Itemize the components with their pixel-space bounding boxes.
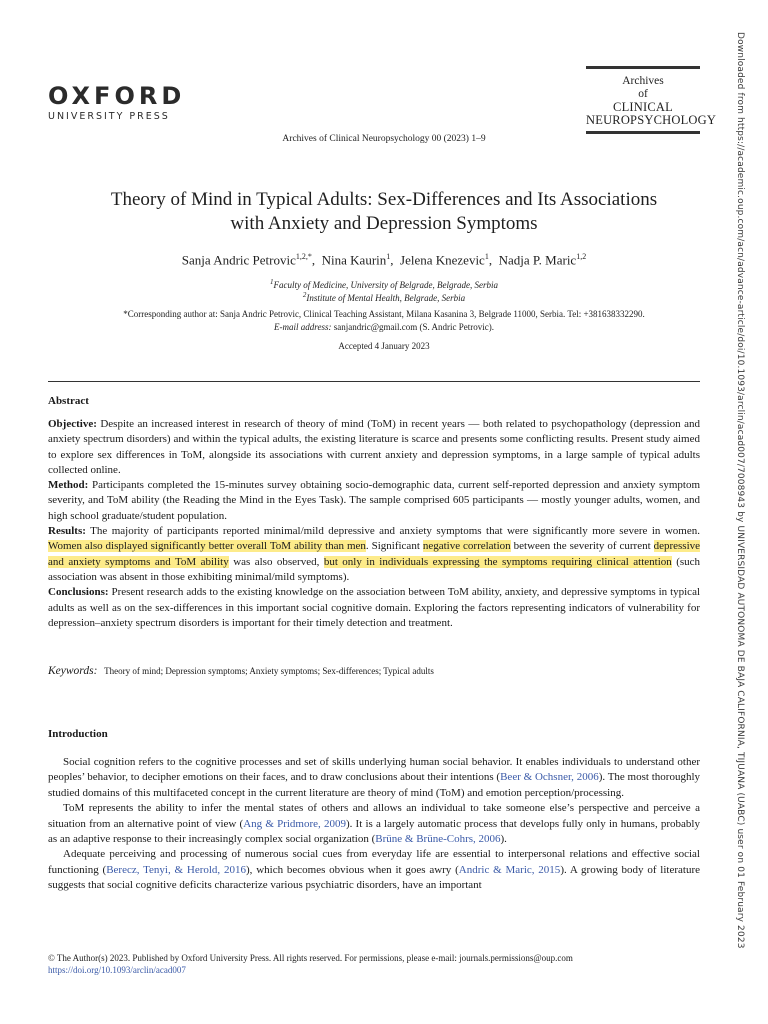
corresponding-author: *Corresponding author at: Sanja Andric Petrovic, Clinical Teaching Assistant, Milana Kasanina 3, Belgrade 11000, Serbia. Tel: +381638332290.: [123, 309, 645, 319]
citation-link[interactable]: Beer & Ochsner, 2006: [500, 771, 599, 784]
results-text: . Significant: [365, 540, 420, 553]
paragraph: [48, 847, 700, 893]
journal-logo-line: NEUROPSYCHOLOGY: [586, 113, 717, 127]
keywords: [48, 665, 434, 677]
affiliation-text: Institute of Mental Health, Belgrade, Serbia: [306, 293, 466, 303]
article-title-line: Theory of Mind in Typical Adults: Sex-Differences and Its Associations: [110, 189, 658, 210]
email-label: E-mail address:: [274, 322, 332, 332]
results-text: (such association was absent in those exhibiting minimal/mild symptoms).: [48, 555, 701, 583]
conclusions-label: Conclusions:: [48, 586, 109, 599]
affiliation-number: 2: [302, 291, 307, 299]
paragraph-text: Social cognition refers to the cognitive processes and set of skills underlying human social behavior. It enables individuals to understand other peoples’ behavior, to decipher emotions on their faces, and to draw conclusions about their intentions (: [48, 756, 700, 784]
paragraph-text: ).: [500, 833, 507, 846]
author-affiliation-mark: 1,2,*: [295, 252, 312, 261]
introduction-body: [48, 755, 700, 894]
author-affiliation-mark: 1: [484, 252, 489, 261]
abstract-objective: [48, 417, 700, 478]
paragraph-text: ), which becomes obvious when it goes awry (: [245, 863, 459, 876]
accepted-date: Accepted 4 January 2023: [338, 341, 430, 351]
journal-logo-line: CLINICAL: [613, 100, 673, 114]
article-title: [40, 188, 728, 236]
paragraph-text: ToM represents the ability to infer the mental states of others and allows an individual to take someone else’s perspective and perceive a situation from an alternative point of view (: [48, 802, 700, 830]
paragraph: [48, 755, 700, 801]
publisher-subtitle: UNIVERSITY PRESS: [48, 111, 170, 122]
method-label: Method:: [48, 479, 89, 492]
citation-link[interactable]: Ang & Pridmore, 2009: [243, 817, 346, 830]
journal-logo: [586, 66, 717, 134]
abstract-conclusions: [48, 585, 700, 631]
results-text: was also observed,: [233, 555, 320, 568]
publisher-name: OXFORD: [48, 82, 186, 110]
highlighted-text[interactable]: negative correlation: [422, 540, 511, 553]
introduction-heading: Introduction: [48, 728, 108, 740]
doi-link[interactable]: https://doi.org/10.1093/arclin/acad007: [48, 965, 186, 975]
highlighted-text[interactable]: depressive and anxiety symptoms and ToM ability: [48, 540, 701, 568]
objective-text: Despite an increased interest in research of theory of mind (ToM) in recent years — both related to psychopathology (depression and anxiety spectrum disorders) and within the typical adults, the existing literature is scarce and presents some conflicting results. Present study aimed to explore sex differences in ToM, alongside its associations with current anxiety and depression symptoms, in a large sample of typical adults collected online.: [48, 418, 700, 476]
section-divider: [48, 381, 700, 382]
email-value: sanjandric@gmail.com (S. Andric Petrovic).: [333, 322, 494, 332]
author-list: Sanja Andric Petrovic$^{1,2,*}$, Nina Kaurin$^1$, Jelena Knezevic$^1$, Nadja P. Maric$^{1,2}$: [181, 252, 587, 268]
method-text: Participants completed the 15-minutes survey obtaining socio-demographic data, current self-reported depression and anxiety symptom severity, and ToM ability (the Reading the Mind in the Eyes Task). The sample comprised 605 participants — mostly younger adults, women, and high school graduate/student population.: [48, 479, 700, 522]
author-affiliation-mark: 1: [386, 252, 391, 261]
affiliation-number: 1: [270, 278, 274, 286]
page-footer: [48, 952, 573, 976]
abstract-body: [48, 417, 700, 631]
conclusions-text: Present research adds to the existing knowledge on the association between ToM ability, anxiety, and depressive symptoms in typical adults as well as on the sex-differences in this important social cognitive domain. Exploring the factors representing indicators of vulnerability for depression–anxiety spectrum disorders is important for their timely detection and treatment.: [48, 586, 701, 629]
abstract-results: [48, 524, 700, 585]
highlighted-text[interactable]: but only in individuals expressing the symptoms requiring clinical attention: [323, 555, 672, 568]
article-title-line: with Anxiety and Depression Symptoms: [230, 213, 538, 234]
journal-logo-line: Archives: [622, 75, 664, 87]
paragraph-text: ). The most thoroughly studied domains of this multifaceted concept in the current literature are theory of mind (ToM) and emotion perception/processing.: [48, 771, 701, 799]
paragraph: [48, 801, 700, 847]
abstract-heading: Abstract: [48, 395, 89, 407]
author-name: Nadja P. Maric: [498, 252, 577, 268]
corresponding-email: [0, 322, 768, 332]
citation-link[interactable]: Berecz, Tenyi, & Herold, 2016: [106, 863, 246, 876]
citation-link[interactable]: Brüne & Brüne-Cohrs, 2006: [375, 833, 501, 846]
journal-logo-line: of: [638, 88, 648, 100]
citation-link[interactable]: Andric & Maric, 2015: [458, 863, 561, 876]
copyright-notice: © The Author(s) 2023. Published by Oxford University Press. All rights reserved. For permissions, please e-mail: journals.permissions@oup.com: [48, 953, 573, 963]
objective-label: Objective:: [48, 418, 97, 430]
author-name: Jelena Knezevic: [400, 252, 485, 268]
highlighted-text[interactable]: Women also displayed significantly better overall ToM ability than men: [48, 540, 366, 553]
affiliation-text: Faculty of Medicine, University of Belgrade, Belgrade, Serbia: [273, 280, 498, 290]
paragraph-text: Adequate perceiving and processing of numerous social cues from everyday life are essential to interpersonal relations and effective social functioning (: [48, 848, 700, 876]
paragraph-text: ). It is a largely automatic process that develops fully only in humans, probably as an adaptive response to their increasingly complex social organization (: [48, 817, 700, 846]
author-affiliation-mark: 1,2: [576, 252, 587, 261]
paragraph-text: ). A growing body of literature suggests that social cognitive deficits characterize various psychiatric disorders, have an important: [48, 863, 700, 892]
results-text: between the severity of current: [513, 540, 651, 553]
journal-citation: Archives of Clinical Neuropsychology 00 (2023) 1–9: [282, 134, 486, 144]
affiliation: [0, 291, 768, 303]
author-name: Nina Kaurin: [321, 252, 387, 268]
author-name: Sanja Andric Petrovic: [181, 252, 296, 268]
download-notice-strip: [727, 32, 755, 992]
results-text: The majority of participants reported minimal/mild depressive and anxiety symptoms that were significantly more severe in women.: [90, 525, 700, 538]
abstract-method: [48, 478, 700, 524]
keywords-label: Keywords:: [48, 665, 98, 677]
affiliation: [0, 278, 768, 290]
publisher-logo: [48, 84, 185, 122]
results-label: Results:: [48, 525, 86, 538]
keywords-list: Theory of mind; Depression symptoms; Anxiety symptoms; Sex-differences; Typical adults: [104, 666, 434, 676]
download-notice: Downloaded from https://academic.oup.com/acn/advance-article/doi/10.1093/arclin/acad007/7008943 by UNIVERSIDAD AUTONOMA DE BAJA CALIFORNIA, TIJUANA (UABC) user on 01 February 2023: [735, 32, 745, 949]
